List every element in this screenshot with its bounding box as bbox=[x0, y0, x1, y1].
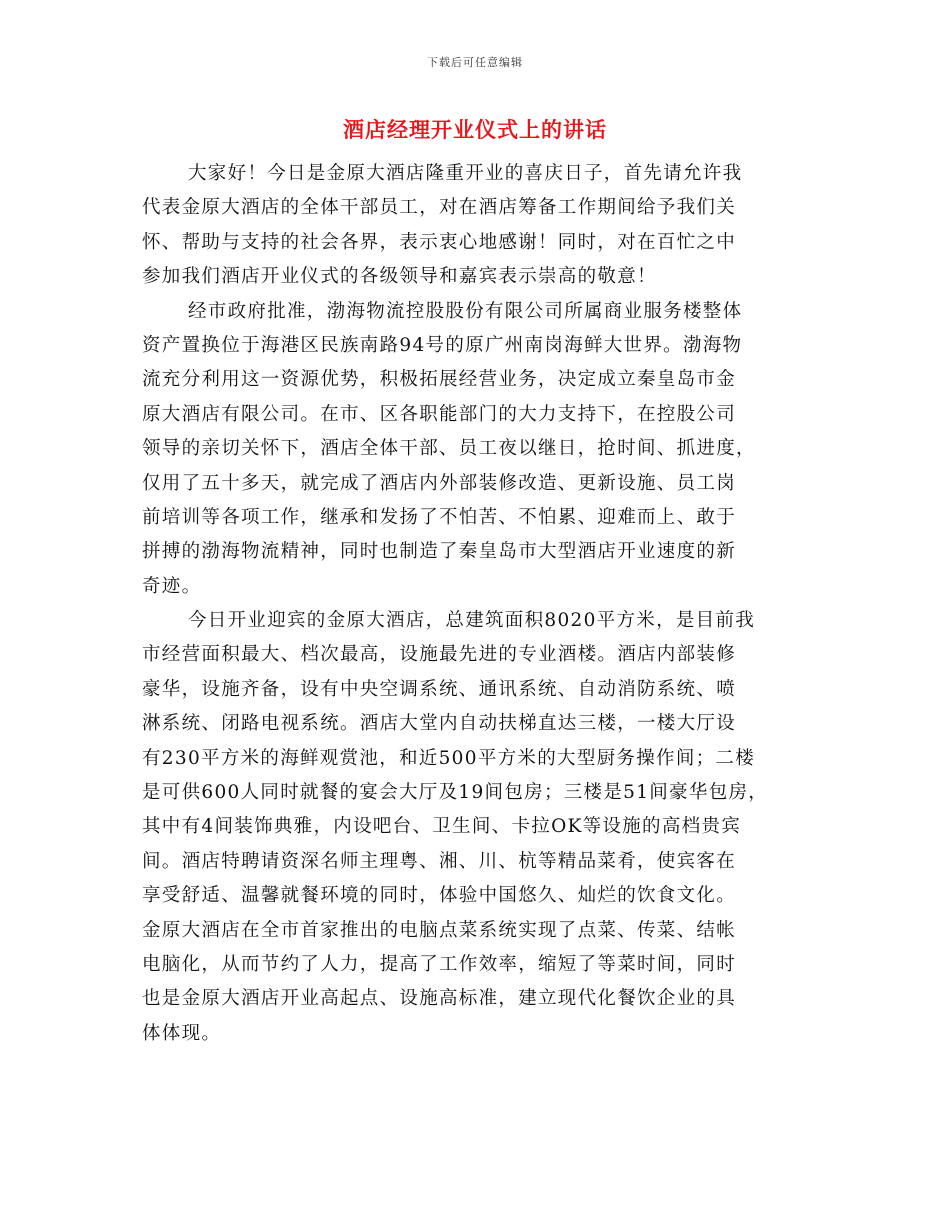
header-note: 下载后可任意编辑 bbox=[427, 56, 523, 69]
text-line: 间。酒店特聘请资深名师主理粤、湘、川、杭等精品菜肴，使宾客在 bbox=[142, 850, 737, 872]
text-line: 是可供600人同时就餐的宴会大厅及19间包房；三楼是51间豪华包房， bbox=[142, 782, 769, 804]
page-title: 酒店经理开业仪式上的讲话 bbox=[343, 117, 607, 142]
text-line: 怀、帮助与支持的社会各界，表示衷心地感谢！同时，对在百忙之中 bbox=[142, 231, 737, 253]
text-line: 市经营面积最大、档次最高，设施最先进的专业酒楼。酒店内部装修 bbox=[142, 644, 737, 666]
text-line: 电脑化，从而节约了人力，提高了工作效率，缩短了等菜时间，同时 bbox=[142, 953, 737, 975]
text-line: 代表金原大酒店的全体干部员工，对在酒店筹备工作期间给予我们关 bbox=[142, 197, 737, 219]
text-line: 享受舒适、温馨就餐环境的同时，体验中国悠久、灿烂的饮食文化。 bbox=[142, 885, 737, 907]
text-line: 也是金原大酒店开业高起点、设施高标准，建立现代化餐饮企业的具 bbox=[142, 988, 737, 1010]
text-line: 资产置换位于海港区民族南路94号的原广州南岗海鲜大世界。渤海物 bbox=[142, 334, 743, 356]
document-body bbox=[142, 157, 832, 1051]
paragraph-3 bbox=[142, 604, 832, 1051]
paragraph-2 bbox=[142, 295, 832, 605]
text-line: 参加我们酒店开业仪式的各级领导和嘉宾表示崇高的敬意！ bbox=[142, 266, 657, 288]
paragraph-1 bbox=[142, 157, 832, 295]
text-line: 今日开业迎宾的金原大酒店，总建筑面积8020平方米，是目前我 bbox=[188, 610, 756, 632]
text-line: 原大酒店有限公司。在市、区各职能部门的大力支持下，在控股公司 bbox=[142, 403, 737, 425]
text-line: 领导的亲切关怀下，酒店全体干部、员工夜以继日，抢时间、抓进度， bbox=[142, 438, 756, 460]
text-line: 淋系统、闭路电视系统。酒店大堂内自动扶梯直达三楼，一楼大厅设 bbox=[142, 713, 737, 735]
text-line: 仅用了五十多天，就完成了酒店内外部装修改造、更新设施、员工岗 bbox=[142, 472, 737, 494]
text-line: 前培训等各项工作，继承和发扬了不怕苦、不怕累、迎难而上、敢于 bbox=[142, 506, 737, 528]
text-line: 经市政府批准，渤海物流控股股份有限公司所属商业服务楼整体 bbox=[188, 300, 743, 322]
text-line: 其中有4间装饰典雅，内设吧台、卫生间、卡拉OK等设施的高档贵宾 bbox=[142, 816, 742, 838]
text-line: 拼搏的渤海物流精神，同时也制造了秦皇岛市大型酒店开业速度的新 bbox=[142, 541, 737, 563]
text-line: 奇迹。 bbox=[142, 575, 202, 597]
text-line: 大家好！今日是金原大酒店隆重开业的喜庆日子，首先请允许我 bbox=[188, 163, 743, 184]
text-line: 金原大酒店在全市首家推出的电脑点菜系统实现了点菜、传菜、结帐 bbox=[142, 919, 737, 941]
text-line: 体体现。 bbox=[142, 1022, 222, 1044]
text-line: 流充分利用这一资源优势，积极拓展经营业务，决定成立秦皇岛市金 bbox=[142, 369, 737, 391]
text-line: 有230平方米的海鲜观赏池，和近500平方米的大型厨务操作间；二楼 bbox=[142, 747, 756, 769]
text-line: 豪华，设施齐备，设有中央空调系统、通讯系统、自动消防系统、喷 bbox=[142, 678, 737, 700]
